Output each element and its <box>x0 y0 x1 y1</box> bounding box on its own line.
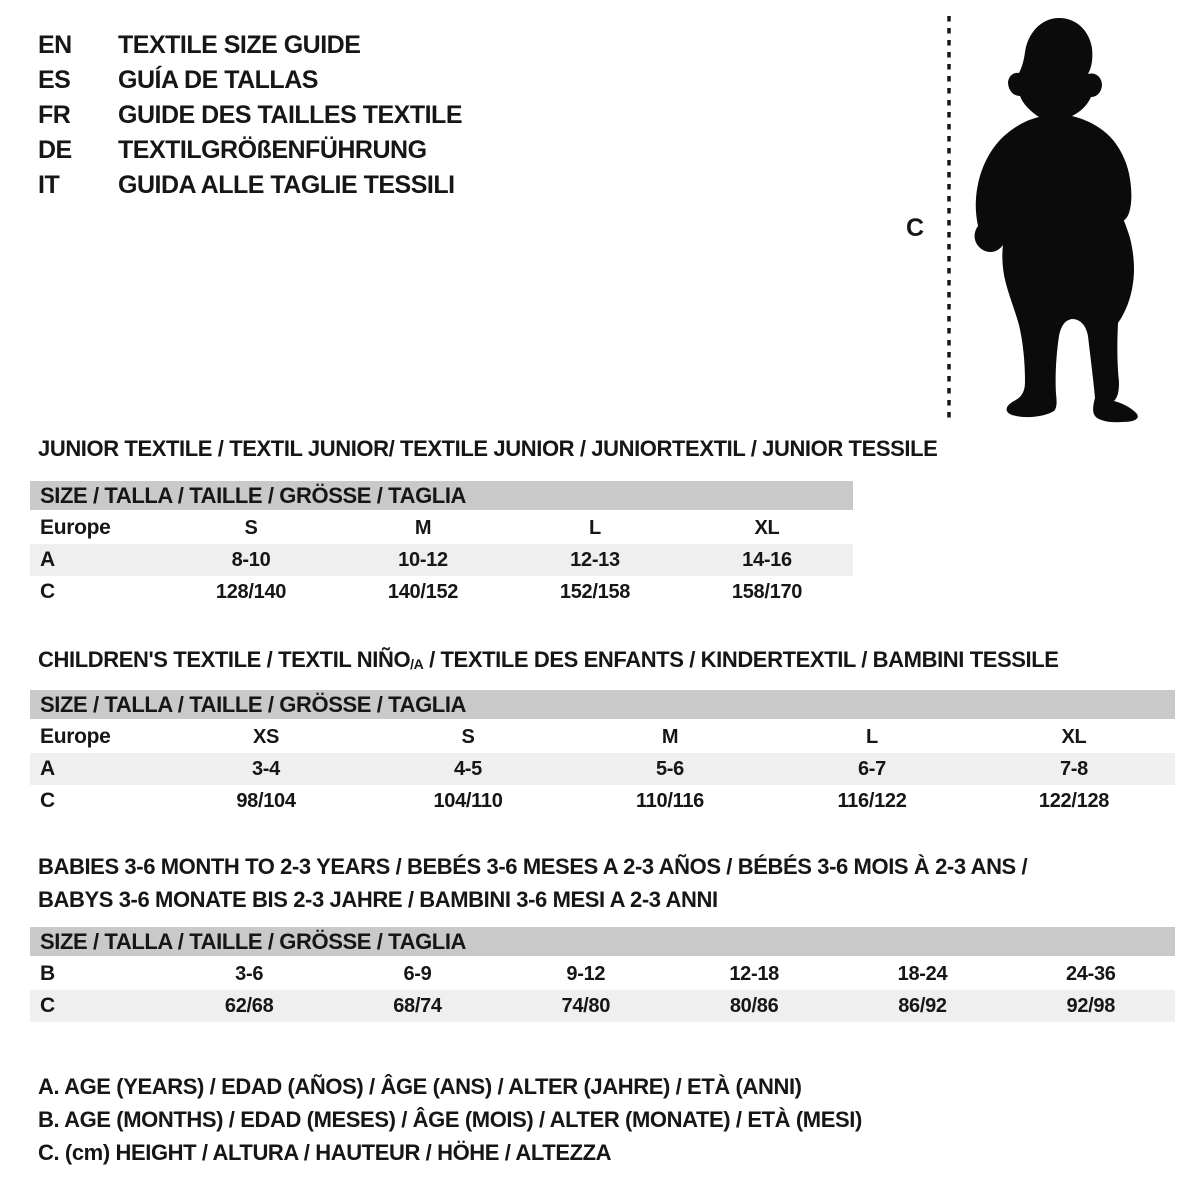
language-title: GUIDE DES TAILLES TEXTILE <box>118 101 463 129</box>
toddler-silhouette <box>962 12 1148 424</box>
size-table-row <box>30 576 853 608</box>
size-cell: L <box>589 516 601 539</box>
size-table-row <box>30 958 1175 990</box>
section-title-line <box>38 883 1027 916</box>
row-label: Europe <box>40 725 111 748</box>
title-part: BABIES 3-6 MONTH TO 2-3 YEARS / BEBÉS 3-6 MESES A 2-3 AÑOS / BÉBÉS 3-6 MOIS À 2-3 ANS / <box>38 854 1028 879</box>
size-table-childrens-textile <box>30 690 1175 817</box>
size-cell: 6-9 <box>403 962 432 985</box>
language-title: TEXTILE SIZE GUIDE <box>118 31 361 59</box>
size-cell: 12-13 <box>570 548 620 571</box>
language-row <box>38 98 462 133</box>
size-cell: 110/116 <box>636 789 704 812</box>
size-cell: S <box>461 725 475 748</box>
size-cell: 116/122 <box>837 789 907 812</box>
language-row <box>38 133 462 168</box>
language-code: IT <box>38 171 60 199</box>
size-cell: 140/152 <box>387 580 459 603</box>
row-label: A <box>40 548 55 571</box>
section-title-childrens-textile <box>38 643 1059 681</box>
size-cell: 122/128 <box>1038 789 1110 812</box>
row-label: B <box>40 962 55 985</box>
language-code: DE <box>38 136 72 164</box>
size-cell: 68/74 <box>393 994 442 1017</box>
size-cell: S <box>244 516 258 539</box>
language-title: GUIDA ALLE TAGLIE TESSILI <box>118 171 455 199</box>
size-cell: 4-5 <box>453 757 482 780</box>
size-cell: L <box>866 725 878 748</box>
size-cell: XL <box>1061 725 1087 748</box>
section-title-babies <box>38 850 1027 916</box>
size-table-row <box>30 512 853 544</box>
size-cell: 9-12 <box>566 962 606 985</box>
row-label: A <box>40 757 55 780</box>
size-table-header: SIZE / TALLA / TAILLE / GRÖSSE / TAGLIA <box>30 481 853 510</box>
row-label: C <box>40 580 55 603</box>
title-part: CHILDREN'S TEXTILE / TEXTIL NIÑO <box>38 647 411 672</box>
language-code: FR <box>38 101 71 129</box>
size-cell: 98/104 <box>236 789 296 812</box>
language-title: TEXTILGRÖßENFÜHRUNG <box>118 136 427 164</box>
measure-c-label: C <box>906 214 925 242</box>
size-table-header: SIZE / TALLA / TAILLE / GRÖSSE / TAGLIA <box>30 690 1175 719</box>
size-cell: 86/92 <box>898 994 947 1017</box>
size-cell: 10-12 <box>398 548 448 571</box>
section-title-junior-textile <box>38 432 937 465</box>
size-table-row <box>30 721 1175 753</box>
size-cell: 8-10 <box>231 548 271 571</box>
size-cell: 128/140 <box>215 580 287 603</box>
size-cell: 18-24 <box>897 962 948 985</box>
size-cell: XL <box>754 516 780 539</box>
size-cell: 3-6 <box>235 962 264 985</box>
size-cell: XS <box>252 725 280 748</box>
size-cell: 158/170 <box>731 580 803 603</box>
language-row <box>38 28 462 63</box>
title-part: /A <box>410 656 424 672</box>
size-table-row <box>30 785 1175 817</box>
title-part: / TEXTILE DES ENFANTS / KINDERTEXTIL / BAMBINI TESSILE <box>423 647 1059 672</box>
section-title-line <box>38 643 1059 681</box>
size-cell: 7-8 <box>1059 757 1088 780</box>
legend-line: A. AGE (YEARS) / EDAD (AÑOS) / ÂGE (ANS) / ALTER (JAHRE) / ETÀ (ANNI) <box>38 1074 802 1099</box>
size-cell: 5-6 <box>655 757 684 780</box>
size-cell: 24-36 <box>1065 962 1116 985</box>
size-table-junior-textile <box>30 481 853 608</box>
size-cell: 152/158 <box>559 580 631 603</box>
size-cell: 62/68 <box>224 994 274 1017</box>
size-cell: M <box>661 725 679 748</box>
size-table-row <box>30 990 1175 1022</box>
size-table-babies <box>30 927 1175 1022</box>
size-cell: 92/98 <box>1066 994 1116 1017</box>
language-code: ES <box>38 66 71 94</box>
title-part: JUNIOR TEXTILE / TEXTIL JUNIOR/ TEXTILE JUNIOR / JUNIORTEXTIL / JUNIOR TESSILE <box>38 436 938 461</box>
language-code: EN <box>38 31 72 59</box>
section-title-line <box>38 432 937 465</box>
section-title-line <box>38 850 1027 883</box>
size-cell: 74/80 <box>561 994 611 1017</box>
legend <box>38 1070 862 1169</box>
size-cell: M <box>414 516 432 539</box>
language-row <box>38 63 462 98</box>
legend-line: B. AGE (MONTHS) / EDAD (MESES) / ÂGE (MOIS) / ALTER (MONATE) / ETÀ (MESI) <box>38 1107 862 1132</box>
size-cell: 14-16 <box>742 548 792 571</box>
language-title: GUÍA DE TALLAS <box>118 66 318 94</box>
row-label: C <box>40 994 55 1017</box>
size-cell: 3-4 <box>251 757 280 780</box>
size-table-row <box>30 753 1175 785</box>
size-table-header: SIZE / TALLA / TAILLE / GRÖSSE / TAGLIA <box>30 927 1175 956</box>
row-label: Europe <box>40 516 111 539</box>
size-table-row <box>30 544 853 576</box>
language-row <box>38 168 462 203</box>
size-cell: 104/110 <box>433 789 503 812</box>
size-cell: 6-7 <box>857 757 886 780</box>
height-measure-dashed-line <box>945 16 953 418</box>
size-cell: 12-18 <box>729 962 779 985</box>
row-label: C <box>40 789 55 812</box>
legend-line: C. (cm) HEIGHT / ALTURA / HAUTEUR / HÖHE / ALTEZZA <box>38 1140 612 1165</box>
language-list <box>38 28 462 203</box>
title-part: BABYS 3-6 MONATE BIS 2-3 JAHRE / BAMBINI 3-6 MESI A 2-3 ANNI <box>38 887 718 912</box>
size-cell: 80/86 <box>729 994 779 1017</box>
